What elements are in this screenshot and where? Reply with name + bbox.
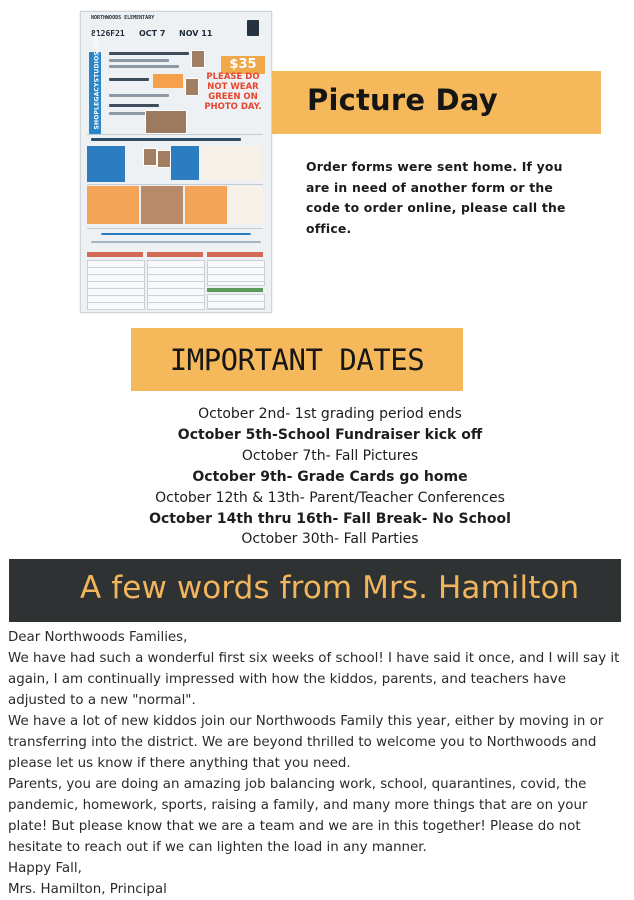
flyer-warning-text: PLEASE DO NOT WEAR GREEN ON PHOTO DAY.	[204, 72, 262, 112]
principal-words-title: A few words from Mrs. Hamilton	[80, 570, 580, 606]
letter-paragraph: We have a lot of new kiddos join our Northwoods Family this year, either by moving in or transferring into the district. We are beyond thrilled to welcome you to Northwoods and please let us know if there anything that you need.	[8, 714, 604, 771]
flyer-side-banner: SHOPLEGACYSTUDIOS.COM	[89, 52, 101, 134]
letter-closing: Happy Fall,	[8, 861, 82, 876]
picture-day-message: Order forms were sent home. If you are in need of another form or the code to order online, please call the office.	[306, 159, 566, 236]
legacy-logo	[247, 20, 259, 36]
picture-day-title: Picture Day	[307, 83, 498, 117]
date-item: October 30th- Fall Parties	[241, 531, 419, 548]
picture-order-form-image	[80, 11, 272, 313]
important-dates-banner	[131, 328, 463, 391]
picture-day-banner	[272, 71, 601, 134]
flyer-retake-date: NOV 11	[179, 29, 213, 38]
letter-paragraph: Parents, you are doing an amazing job balancing work, school, quarantines, covid, the pandemic, homework, sports, raising a family, and many more things that are on your plate! But please know that we are a team and we are in this together! Please do not hesitate to reach out if we can lighten the load in any manner.	[8, 777, 588, 855]
date-item: October 14th thru 16th- Fall Break- No School	[149, 510, 511, 527]
date-item: October 5th-School Fundraiser kick off	[177, 426, 483, 443]
letter-greeting: Dear Northwoods Families,	[8, 630, 188, 645]
important-dates-title: IMPORTANT DATES	[169, 343, 425, 377]
flyer-school-name: NORTHWOODS ELEMENTARY	[91, 15, 155, 21]
date-item: October 2nd- 1st grading period ends	[198, 406, 462, 422]
date-item: October 9th- Grade Cards go home	[192, 468, 468, 485]
flyer-code: 8126F21	[91, 29, 125, 38]
flyer-price-badge: $35	[221, 56, 265, 74]
letter-paragraph: We have had such a wonderful first six weeks of school! I have said it once, and I will say it again, I am continually impressed with how the kiddos, parents, and teachers have adjusted to a new "normal".	[8, 651, 620, 708]
flyer-picture-date: OCT 7	[139, 29, 166, 38]
date-item: October 12th & 13th- Parent/Teacher Conferences	[155, 489, 505, 506]
date-item: October 7th- Fall Pictures	[241, 447, 419, 464]
principal-words-banner	[9, 559, 621, 622]
flyer-header	[87, 16, 263, 48]
letter-signature: Mrs. Hamilton, Principal	[8, 882, 167, 897]
principal-letter	[8, 627, 626, 900]
important-dates-list	[50, 404, 610, 550]
